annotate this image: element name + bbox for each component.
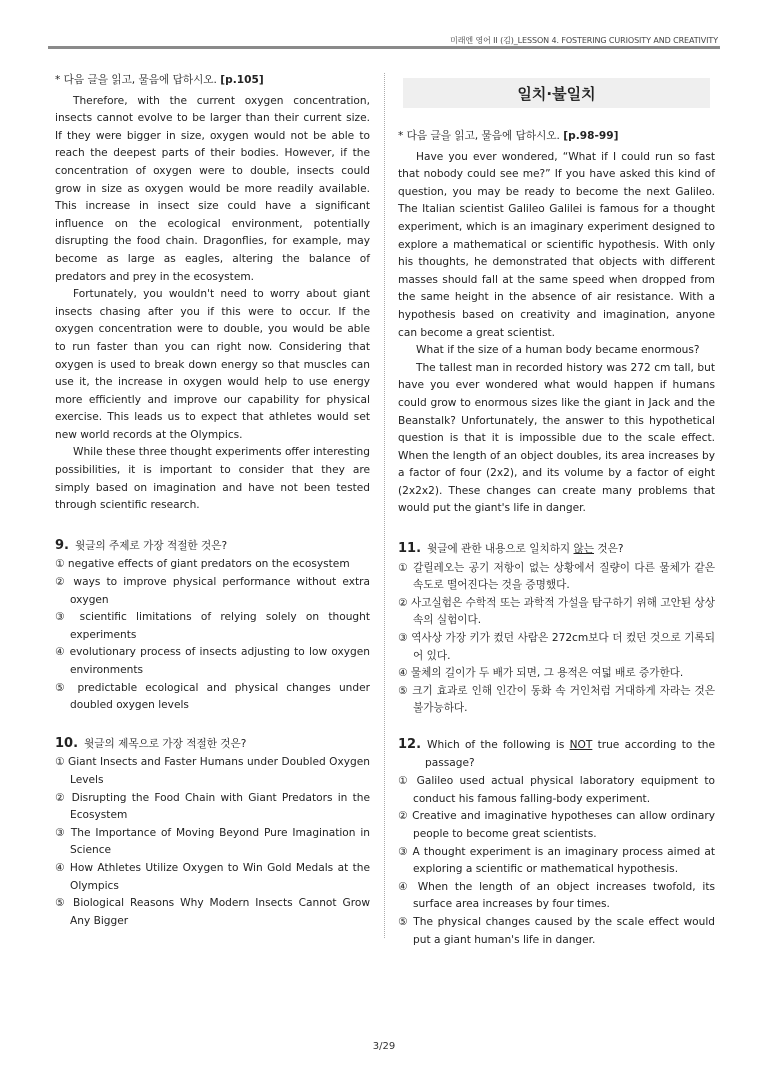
- passage-paragraph: Fortunately, you wouldn't need to worry about giant insects chasing after you if this were to occur. If the oxygen concentration were to double, you would be able to run faster than you can right now. Considering that oxygen is used to break down energy so that muscles can use it, the increase in oxygen would help to use energy more efficiently and improve our capability for physical exercise. This leads us to expect that athletes would set new world records at the Olympics.: [55, 288, 370, 441]
- question-number: 12.: [398, 737, 422, 752]
- instruction: * 다음 글을 읽고, 물음에 답하시오. [p.98-99]: [398, 130, 619, 142]
- option-4[interactable]: ④ 물체의 길이가 두 배가 되면, 그 용적은 여덟 배로 증가한다.: [398, 667, 684, 680]
- question-12: [398, 736, 715, 949]
- option-5[interactable]: ⑤ Biological Reasons Why Modern Insects Cannot Grow Any Bigger: [55, 897, 370, 927]
- question-title: 10. 윗글의 제목으로 가장 적절한 것은?: [55, 735, 247, 751]
- option-4[interactable]: ④ When the length of an object increases twofold, its surface area increases by four times.: [398, 880, 715, 911]
- passage-paragraph: Therefore, with the current oxygen concentration, insects cannot evolve to be larger than their current size. If they were bigger in size, oxygen would not be able to reach the deepest parts of their bodies. However, if the concentration of oxygen were to double, insects could grow in size as oxygen would be more readily available. This increase in insect size could have a significant influence on the ecological environment, potentially disrupting the food chain. Dragonflies, for example, may become as large as eagles, altering the balance of predators and prey in the ecosystem.: [55, 94, 370, 283]
- question-11: [398, 540, 715, 718]
- option-1[interactable]: ① negative effects of giant predators on the ecosystem: [55, 558, 350, 571]
- passage-paragraph: While these three thought experiments offer interesting possibilities, it is important to consider that they are simply based on imagination and have not been tested through scientific research.: [55, 446, 370, 512]
- question-title: 9. 윗글의 주제로 가장 적절한 것은?: [55, 537, 228, 553]
- underlined-word: NOT: [569, 739, 593, 751]
- underlined-word: 않는: [573, 543, 595, 556]
- question-number: 11.: [398, 541, 422, 557]
- section-title-box: 일치·불일치: [403, 78, 710, 108]
- passage-paragraph: Have you ever wondered, “What if I could run so fast that nobody could see me?” If you have asked this kind of question, you may be ready to become the next Galileo. The Italian scientist Galileo Galilei is famous for a thought experiment, which is an imaginary experiment designed to explore a mathematical or scientific hypothesis. With only his thoughts, he demonstrated that objects with different masses should fall at the same speed when dropped from the same height in the absence of air resistance. With a hypothesis based on creativity and imagination, anyone can become a great scientist.: [398, 150, 715, 339]
- option-3[interactable]: ③ scientific limitations of relying solely on thought experiments: [55, 611, 370, 641]
- option-2[interactable]: ② 사고실험은 수학적 또는 과학적 가설을 탐구하기 위해 고안된 상상 속의 실험이다.: [398, 596, 715, 627]
- header-rule: [48, 46, 720, 49]
- option-1[interactable]: ① 갈릴레오는 공기 저항이 없는 상황에서 질량이 다른 물체가 같은 속도로 떨어진다는 것을 증명했다.: [398, 561, 715, 592]
- page-number: 3/29: [372, 1041, 396, 1052]
- passage-paragraph: What if the size of a human body became enormous?: [416, 344, 700, 357]
- right-column: [398, 128, 715, 949]
- option-1[interactable]: ① Giant Insects and Faster Humans under Doubled Oxygen Levels: [55, 756, 370, 786]
- question-title: 11. 윗글에 관한 내용으로 일치하지 않는 것은?: [398, 541, 624, 557]
- passage-paragraph: The tallest man in recorded history was 272 cm tall, but have you ever wondered what would happen if humans could grow to enormous sizes like the giant in Jack and the Beanstalk? Unfortunately, the answer to this hypothetical question is that it is impossible due to the scale effect. When the length of an object doubles, its area increases by a factor of four (2x2), and its volume by a factor of eight (2x2x2). These changes can create many problems that would put the giant's life in danger.: [398, 361, 715, 515]
- option-2[interactable]: ② Disrupting the Food Chain with Giant Predators in the Ecosystem: [55, 791, 370, 822]
- option-3[interactable]: ③ The Importance of Moving Beyond Pure Imagination in Science: [55, 826, 370, 857]
- question-9: [55, 537, 370, 715]
- option-4[interactable]: ④ evolutionary process of insects adjusting to low oxygen environments: [55, 646, 370, 676]
- option-5[interactable]: ⑤ 크기 효과로 인해 인간이 동화 속 거인처럼 거대하게 자라는 것은 불가능하다.: [398, 684, 715, 715]
- instruction: * 다음 글을 읽고, 물음에 답하시오. [p.105]: [55, 74, 264, 86]
- option-4[interactable]: ④ How Athletes Utilize Oxygen to Win Gold Medals at the Olympics: [55, 861, 370, 892]
- option-2[interactable]: ② ways to improve physical performance without extra oxygen: [55, 576, 370, 606]
- column-divider: [384, 73, 385, 938]
- option-3[interactable]: ③ 역사상 가장 키가 컸던 사람은 272cm보다 더 컸던 것으로 기록되어 있다.: [398, 632, 715, 662]
- option-5[interactable]: ⑤ predictable ecological and physical changes under doubled oxygen levels: [55, 681, 370, 712]
- question-10: [55, 735, 370, 931]
- header-title: 미래엔 영어 II (김)_LESSON 4. FOSTERING CURIOSITY AND CREATIVITY: [450, 36, 718, 45]
- question-number: 9.: [55, 537, 69, 553]
- option-2[interactable]: ② Creative and imaginative hypotheses can allow ordinary people to become great scientists.: [398, 810, 715, 840]
- option-5[interactable]: ⑤ The physical changes caused by the scale effect would put a giant human's life in danger.: [398, 915, 715, 946]
- option-3[interactable]: ③ A thought experiment is an imaginary process aimed at exploring a scientific or mathematical hypothesis.: [398, 845, 715, 876]
- left-column: [55, 72, 370, 930]
- page-ref: [p.98-99]: [563, 130, 619, 142]
- option-1[interactable]: ① Galileo used actual physical laboratory equipment to conduct his famous falling-body experiment.: [398, 775, 715, 805]
- question-number: 10.: [55, 735, 79, 751]
- question-title: 12. Which of the following is NOT true according to the passage?: [398, 737, 715, 769]
- page-ref: [p.105]: [220, 74, 264, 86]
